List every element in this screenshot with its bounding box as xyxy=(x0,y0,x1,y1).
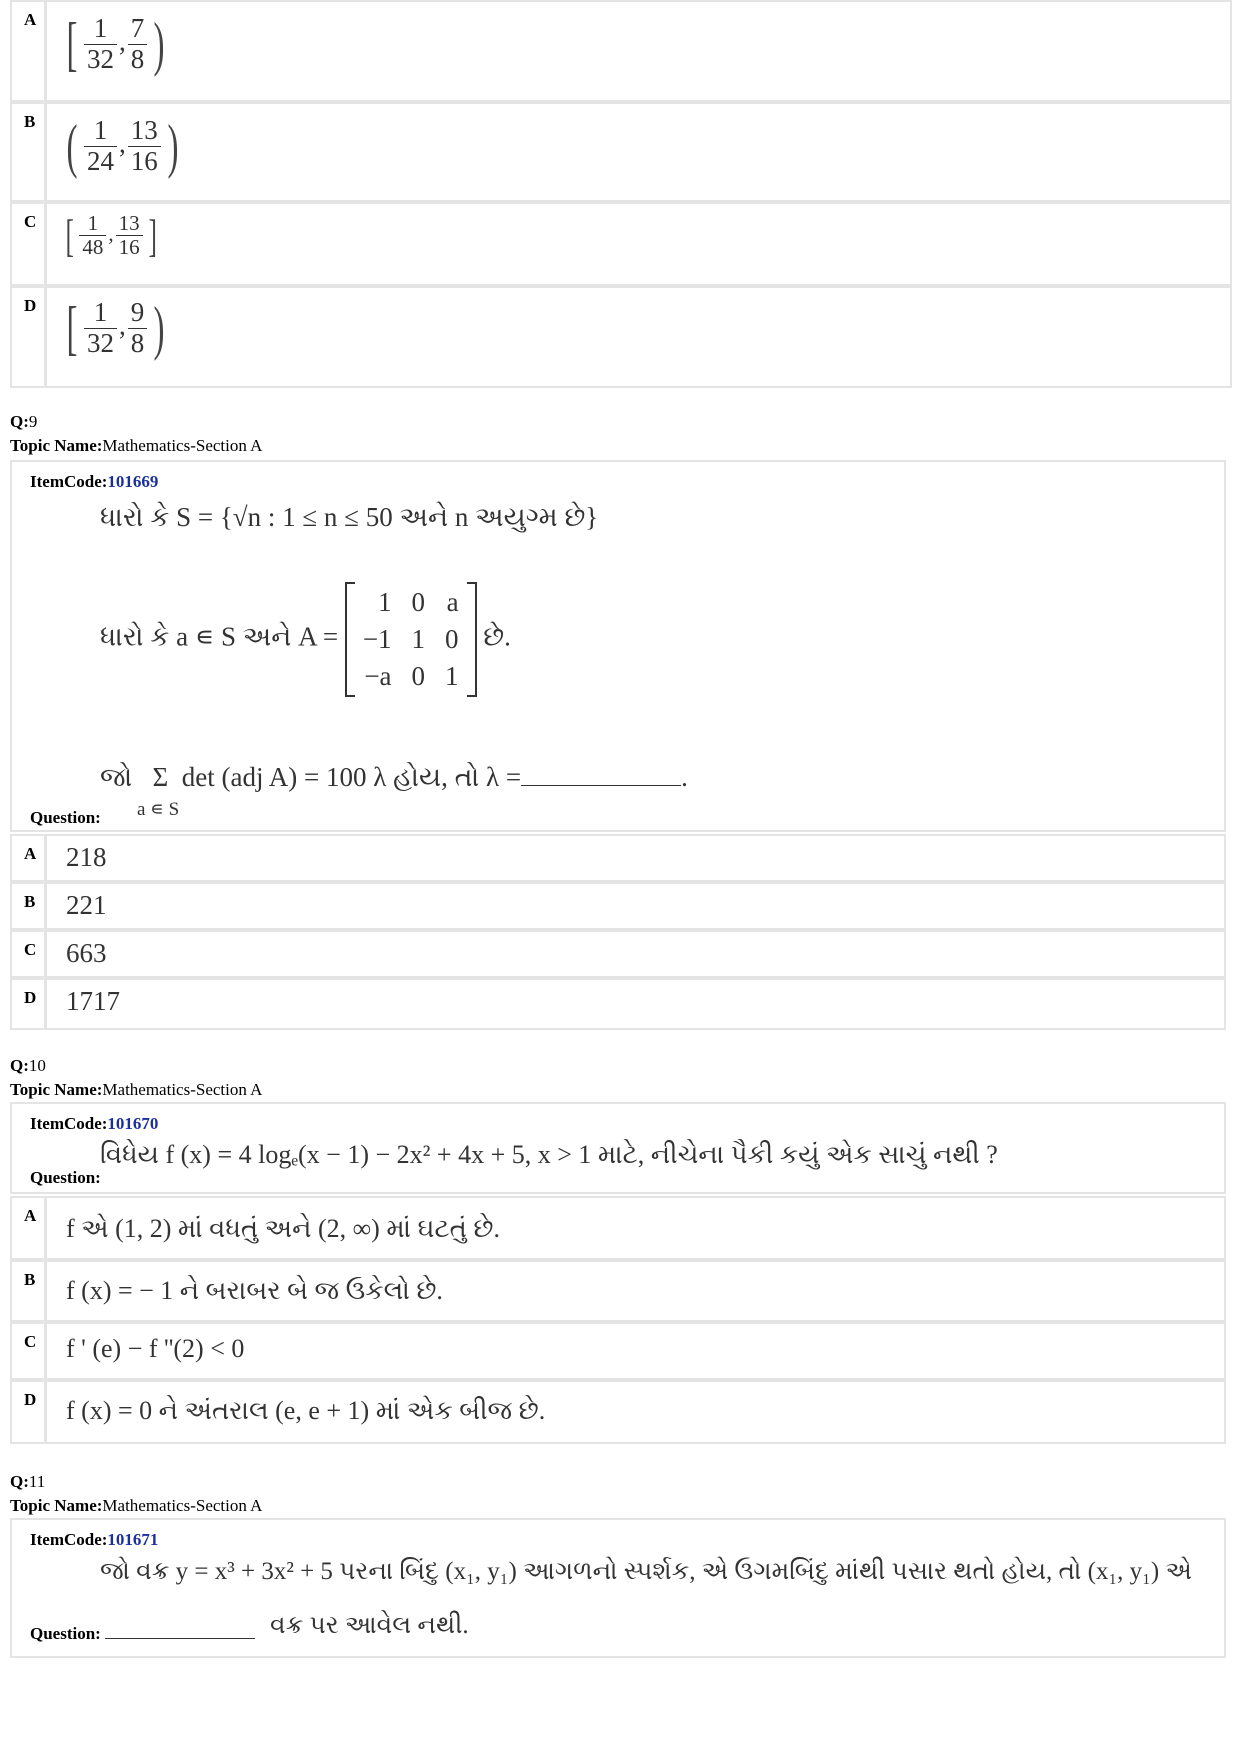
q8-option-d[interactable] xyxy=(12,288,1230,386)
question-label: Question: xyxy=(30,1168,101,1187)
option-value: [ $\frac{1}{48}$ , $\frac{13}{16}$ ] xyxy=(65,209,157,261)
q8-options-box xyxy=(10,0,1232,388)
q10-option-b[interactable] xyxy=(12,1262,1224,1320)
q10-option-a[interactable] xyxy=(12,1198,1224,1258)
q11-line-2: વક્ર પર આવેલ નથી. xyxy=(270,1612,469,1639)
option-value: [ $\frac{1}{32}$ , $\frac{7}{8}$ ) xyxy=(66,11,165,78)
option-letter: D xyxy=(24,1390,37,1409)
q11-question-box xyxy=(10,1518,1226,1658)
option-letter: A xyxy=(24,844,37,863)
q10-option-c[interactable] xyxy=(12,1324,1224,1378)
option-value: f (x) = − 1 ને બરાબર બે જ ઉકેલો છે. xyxy=(66,1276,443,1305)
option-letter: A xyxy=(24,1206,37,1225)
item-code: ItemCode:101670 xyxy=(30,1114,159,1133)
option-value: f (x) = 0 ને અંતરાલ (e, e + 1) માં એક બીજ છે. xyxy=(66,1396,546,1425)
q8-option-c[interactable] xyxy=(12,204,1230,284)
option-letter: B xyxy=(24,1270,36,1289)
q10-question-box xyxy=(10,1102,1226,1194)
q9-question-box xyxy=(10,460,1226,832)
option-value: 663 xyxy=(66,938,107,968)
option-letter: C xyxy=(24,940,37,959)
option-letter: D xyxy=(24,988,37,1007)
answer-blank xyxy=(105,1624,255,1639)
item-code: ItemCode:101669 xyxy=(30,472,159,491)
q10-option-d[interactable] xyxy=(12,1382,1224,1442)
option-value: f એ (1, 2) માં વધતું અને (2, ∞) માં ઘટતું છે. xyxy=(66,1214,500,1243)
q10-question-text: વિધેય f (x) = 4 logₑ(x − 1) − 2x² + 4x + 5, x > 1 માટે, નીચેના પૈકી કયું એક સાચું નથી ? xyxy=(100,1140,998,1169)
sigma-subscript: a ∊ S xyxy=(137,799,180,820)
option-value: 218 xyxy=(66,842,107,872)
option-letter: D xyxy=(24,296,37,315)
option-value: [ $\frac{1}{32}$ , $\frac{9}{8}$ ) xyxy=(66,295,165,362)
option-letter: C xyxy=(24,1332,37,1351)
option-letter: C xyxy=(24,212,37,231)
option-value: 221 xyxy=(66,890,107,920)
matrix-a: 1 0 a −1 1 0 −a 0 1 xyxy=(345,582,477,697)
option-value: f ' (e) − f ''(2) < 0 xyxy=(66,1334,245,1363)
q9-line-set: ધારો કે S = {√n : 1 ≤ n ≤ 50 અને n અયુગ્મ છે} xyxy=(100,502,599,532)
q9-options-box xyxy=(10,834,1226,1030)
q9-line-matrix: ધારો કે a ∊ S અને A = 1 0 a −1 1 0 −a 0 1 છે. xyxy=(100,582,511,697)
q9-option-c[interactable] xyxy=(12,932,1224,976)
q9-option-b[interactable] xyxy=(12,884,1224,928)
item-code: ItemCode:101671 xyxy=(30,1530,159,1549)
q9-option-a[interactable] xyxy=(12,836,1224,882)
option-letter: B xyxy=(24,112,36,131)
q8-option-a[interactable] xyxy=(12,2,1230,100)
option-letter: A xyxy=(24,10,37,29)
option-value: ( $\frac{1}{24}$ , $\frac{13}{16}$ ) xyxy=(66,113,179,180)
q11-header: Q:11 Topic Name:Mathematics-Section A xyxy=(10,1472,263,1515)
q10-options-box xyxy=(10,1196,1226,1444)
question-label: Question: xyxy=(30,1624,255,1644)
option-letter: B xyxy=(24,892,36,911)
answer-blank xyxy=(521,765,681,786)
q9-line-sum: જો Σ det (adj A) = 100 λ હોય, તો λ = . xyxy=(100,762,688,792)
q11-line-1: જો વક્ર y = x³ + 3x² + 5 પરના બિંદુ (x₁, y₁) આગળનો સ્પર્શક, એ ઉગમબિંદુ માંથી પસાર થતો હોય, તો (x₁, y₁) એ xyxy=(100,1558,1192,1585)
q9-option-d[interactable] xyxy=(12,980,1224,1028)
option-value: 1717 xyxy=(66,986,120,1016)
q10-header: Q:10 Topic Name:Mathematics-Section A xyxy=(10,1056,263,1099)
q9-header: Q:9 Topic Name:Mathematics-Section A xyxy=(10,412,263,455)
question-label: Question: xyxy=(30,808,101,827)
q8-option-b[interactable] xyxy=(12,104,1230,200)
